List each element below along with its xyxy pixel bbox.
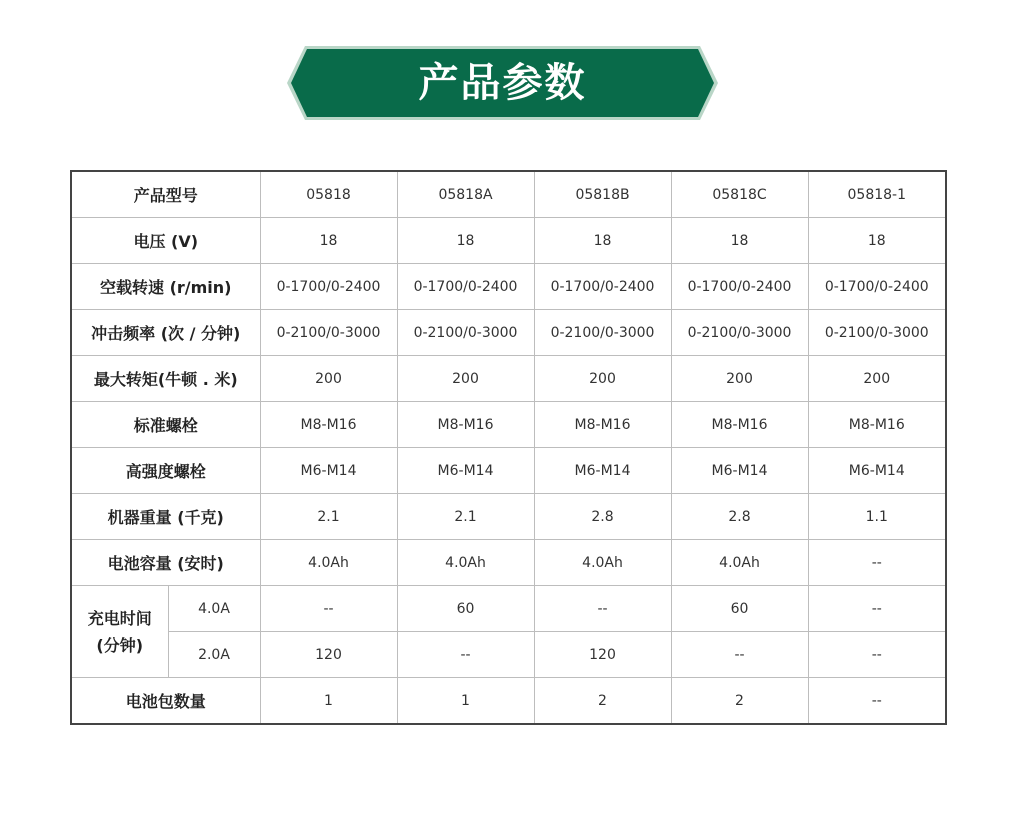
table-cell: 200: [260, 356, 397, 402]
model-cell: 05818: [260, 171, 397, 218]
title-banner: [287, 46, 718, 120]
table-cell: 0-2100/0-3000: [260, 310, 397, 356]
charge-current-label: 2.0A: [168, 632, 260, 678]
model-cell: 05818-1: [808, 171, 946, 218]
row-label: 电池容量 (安时): [71, 540, 260, 586]
table-cell: M8-M16: [808, 402, 946, 448]
table-cell: 0-2100/0-3000: [808, 310, 946, 356]
spec-table: [70, 170, 947, 725]
table-cell: --: [397, 632, 534, 678]
row-label: 空载转速 (r/min): [71, 264, 260, 310]
table-cell: M6-M14: [671, 448, 808, 494]
table-cell: 4.0Ah: [260, 540, 397, 586]
row-label: 标准螺栓: [71, 402, 260, 448]
row-label: 产品型号: [71, 171, 260, 218]
table-row: [71, 448, 946, 494]
row-label: 冲击频率 (次 / 分钟): [71, 310, 260, 356]
table-cell: 200: [534, 356, 671, 402]
table-cell: M8-M16: [671, 402, 808, 448]
charge-time-label-line1: 充电时间: [87, 608, 152, 628]
table-row: [71, 494, 946, 540]
table-cell: 4.0Ah: [397, 540, 534, 586]
table-cell: 0-2100/0-3000: [534, 310, 671, 356]
table-cell: 18: [808, 218, 946, 264]
charge-time-label-line2: (分钟): [96, 635, 144, 655]
table-cell: 1: [260, 678, 397, 725]
table-cell: 0-1700/0-2400: [671, 264, 808, 310]
table-row-model: [71, 171, 946, 218]
table-row: [71, 310, 946, 356]
row-label: 电压 (V): [71, 218, 260, 264]
model-cell: 05818C: [671, 171, 808, 218]
table-cell: 4.0Ah: [671, 540, 808, 586]
table-cell: 200: [397, 356, 534, 402]
table-row: [71, 218, 946, 264]
table-cell: --: [808, 632, 946, 678]
table-cell: 0-1700/0-2400: [534, 264, 671, 310]
table-cell: M6-M14: [397, 448, 534, 494]
table-cell: 18: [397, 218, 534, 264]
table-row: [71, 264, 946, 310]
table-cell: 18: [260, 218, 397, 264]
table-cell: --: [534, 586, 671, 632]
table-cell: --: [808, 586, 946, 632]
table-cell: 0-1700/0-2400: [397, 264, 534, 310]
table-cell: M6-M14: [260, 448, 397, 494]
table-cell: 2.8: [671, 494, 808, 540]
table-cell: 2: [534, 678, 671, 725]
table-row-charge-2a: [71, 632, 946, 678]
table-cell: 120: [260, 632, 397, 678]
table-cell: --: [260, 586, 397, 632]
table-cell: 1.1: [808, 494, 946, 540]
table-cell: 120: [534, 632, 671, 678]
table-cell: 18: [534, 218, 671, 264]
row-label: 最大转矩(牛顿 . 米): [71, 356, 260, 402]
table-cell: 200: [671, 356, 808, 402]
row-label: 高强度螺栓: [71, 448, 260, 494]
table-row-charge-4a: [71, 586, 946, 632]
table-cell: 2.8: [534, 494, 671, 540]
table-cell: 1: [397, 678, 534, 725]
page-title: 产品参数: [418, 60, 587, 106]
table-cell: --: [808, 678, 946, 725]
row-label: 电池包数量: [71, 678, 260, 725]
model-cell: 05818B: [534, 171, 671, 218]
table-cell: M8-M16: [260, 402, 397, 448]
table-cell: 2: [671, 678, 808, 725]
table-cell: --: [808, 540, 946, 586]
table-row: [71, 356, 946, 402]
table-cell: 0-1700/0-2400: [260, 264, 397, 310]
table-cell: M6-M14: [534, 448, 671, 494]
table-cell: 0-1700/0-2400: [808, 264, 946, 310]
table-cell: 0-2100/0-3000: [397, 310, 534, 356]
model-cell: 05818A: [397, 171, 534, 218]
table-cell: 18: [671, 218, 808, 264]
row-label: 机器重量 (千克): [71, 494, 260, 540]
table-cell: --: [671, 632, 808, 678]
table-cell: M6-M14: [808, 448, 946, 494]
table-row: [71, 402, 946, 448]
table-cell: M8-M16: [397, 402, 534, 448]
table-cell: 0-2100/0-3000: [671, 310, 808, 356]
table-row: [71, 678, 946, 725]
table-cell: 60: [397, 586, 534, 632]
table-cell: 200: [808, 356, 946, 402]
charge-current-label: 4.0A: [168, 586, 260, 632]
charge-time-label: [71, 586, 168, 678]
table-cell: 4.0Ah: [534, 540, 671, 586]
table-cell: 2.1: [260, 494, 397, 540]
table-cell: 60: [671, 586, 808, 632]
table-row: [71, 540, 946, 586]
table-cell: 2.1: [397, 494, 534, 540]
table-cell: M8-M16: [534, 402, 671, 448]
